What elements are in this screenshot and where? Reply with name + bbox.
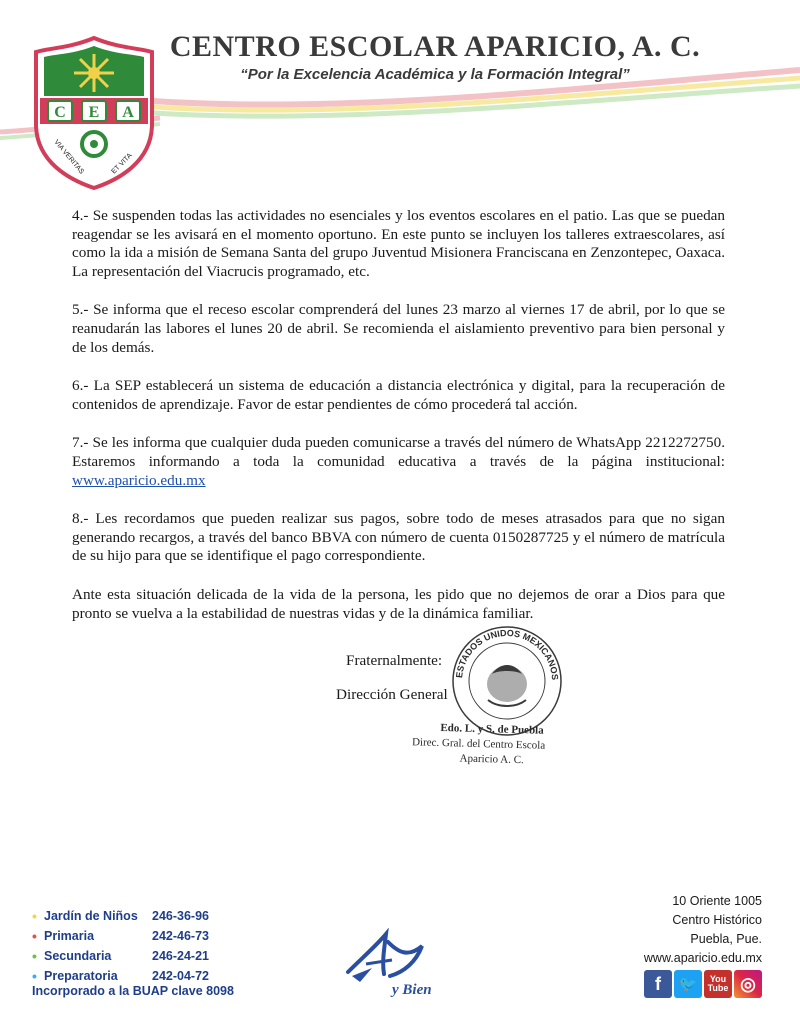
instagram-icon[interactable]: ◎: [734, 970, 762, 998]
svg-text:E: E: [88, 104, 100, 121]
stamp-line-3: Aparicio A. C.: [459, 752, 524, 767]
paragraph-5: 5.- Se informa que el receso escolar comprenderá del lunes 23 marzo al viernes 17 de abril, por lo que se reanudarán las labores el lunes 20 de abril. Se recomienda el aislamiento preventivo para bien personal y de los demás.: [72, 301, 725, 356]
bullet-icon: •: [32, 928, 37, 944]
signatory-title: Dirección General: [336, 686, 448, 703]
facebook-icon[interactable]: f: [644, 970, 672, 998]
level-row: [32, 966, 242, 986]
paragraph-8: 8.- Les recordamos que pueden realizar sus pagos, sobre todo de meses atrasados para que no sigan generando recargos, a través del banco BBVA con número de cuenta 0150287725 y el número de matrícula de su hijo para que se identifique el pago correspondiente.: [72, 510, 725, 565]
level-row: [32, 946, 242, 966]
bullet-icon: •: [32, 908, 37, 924]
svg-text:y Bien: y Bien: [392, 982, 432, 998]
paragraph-7: [72, 434, 725, 490]
twitter-icon[interactable]: 🐦: [674, 970, 702, 998]
level-name: Primaria: [44, 929, 95, 943]
svg-text:C: C: [54, 104, 66, 121]
level-row: [32, 906, 242, 926]
school-levels: [32, 906, 242, 998]
paragraph-4: 4.- Se suspenden todas las actividades no esenciales y los eventos escolares en el patio. Las que se puedan reagendar se les avisará en el momento oportuno. En este punto se incluyen los talleres extraescolares, así como la ida a misión de Semana Santa del grupo Juventud Misionera Franciscana en Zenzontepec, Oaxaca. La representación del Viacrucis programado, etc.: [72, 207, 725, 280]
level-phone: 246-36-96: [152, 909, 209, 923]
school-address: [644, 892, 762, 968]
address-line-1: 10 Oriente 1005: [672, 894, 762, 908]
level-phone: 246-24-21: [152, 949, 209, 963]
address-line-2: Centro Histórico: [672, 913, 762, 927]
level-row: [32, 926, 242, 946]
svg-text:ESTADOS UNIDOS MEXICANOS: ESTADOS UNIDOS MEXICANOS: [454, 627, 561, 681]
closing-salutation: Fraternalmente:: [346, 652, 443, 669]
youtube-icon-bottom: Tube: [707, 983, 729, 993]
stamp-line-2: Direc. Gral. del Centro Escola: [411, 736, 546, 752]
letter-body: [72, 207, 725, 643]
paragraph-closing: Ante esta situación delicada de la vida de la persona, les pido que no dejemos de orar a Dios para que pronto se vuelva a la estabilidad de nuestras vidas y de la dinámica familiar.: [72, 585, 725, 622]
paragraph-6: 6.- La SEP establecerá un sistema de educación a distancia electrónica y digital, para la recuperación de contenidos de aprendizaje. Favor de estar pendientes de cómo procederá tal acción.: [72, 377, 725, 413]
social-icons: [644, 970, 762, 998]
school-name: CENTRO ESCOLAR APARICIO, A. C.: [169, 30, 701, 63]
incorporation-note: Incorporado a la BUAP clave 8098: [32, 984, 234, 998]
school-motto: “Por la Excelencia Académica y la Formación Integral”: [240, 66, 630, 83]
youtube-icon[interactable]: [704, 970, 732, 998]
svg-text:A: A: [122, 104, 134, 121]
bullet-icon: •: [32, 948, 37, 964]
svg-text:ET VITA: ET VITA: [110, 152, 134, 176]
level-name: Preparatoria: [44, 969, 118, 983]
level-name: Secundaria: [44, 949, 112, 963]
svg-text:VIA VERITAS: VIA VERITAS: [52, 138, 86, 176]
level-name: Jardín de Niños: [44, 909, 138, 923]
level-phone: 242-46-73: [152, 929, 209, 943]
bullet-icon: •: [32, 968, 37, 984]
stamp-line-1: Edo. L. y S. de Puebla: [440, 721, 544, 737]
website-link[interactable]: www.aparicio.edu.mx: [72, 471, 206, 489]
paragraph-7-text: 7.- Se les informa que cualquier duda pueden comunicarse a través del número de WhatsApp 2212272750. Estaremos informando a toda la comunidad educativa a través de la página institucional:: [72, 434, 725, 470]
footer-website[interactable]: www.aparicio.edu.mx: [643, 951, 762, 965]
level-phone: 242-04-72: [152, 969, 209, 983]
youtube-icon-top: You: [709, 974, 727, 984]
institution-stamp: [411, 720, 545, 768]
address-line-3: Puebla, Pue.: [690, 932, 762, 946]
ay-bien-logo: [342, 928, 438, 1000]
